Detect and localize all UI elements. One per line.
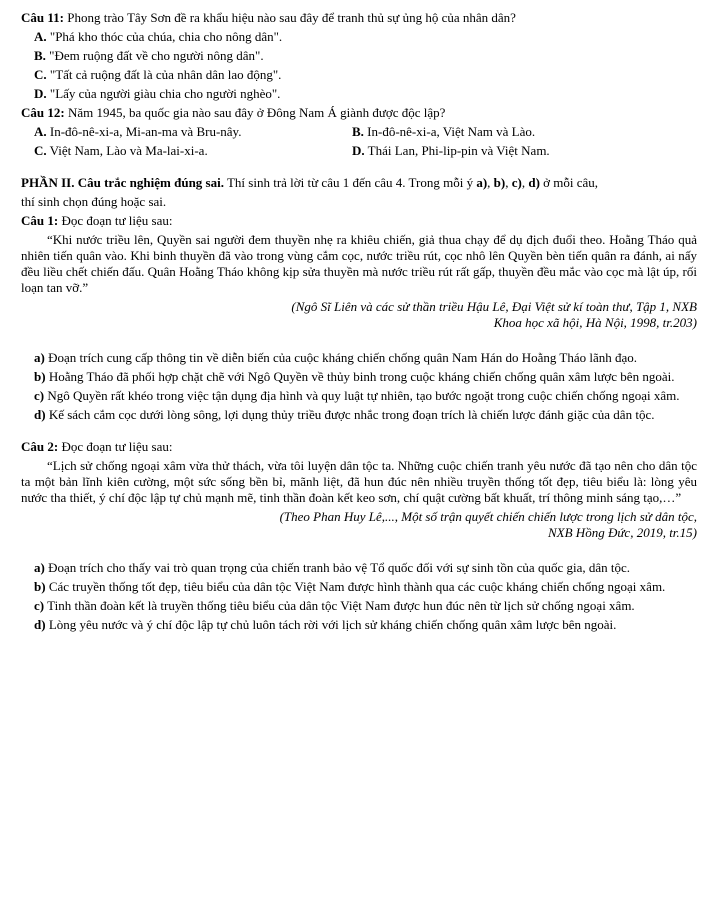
part-2-heading [21, 175, 697, 191]
statement-letter: c) [34, 598, 45, 613]
statement-text: Hoằng Tháo đã phối hợp chặt chẽ với Ngô Quyền về thủy binh trong cuộc kháng chiến chống quân xâm lược bên ngoài. [45, 369, 675, 384]
option-text: "Tất cả ruộng đất là của nhân dân lao động". [46, 67, 282, 82]
source-quote: “Lịch sử chống ngoại xâm vừa thử thách, vừa tôi luyện dân tộc ta. Những cuộc chiến tranh yêu nước đã tạo nên cho dân tộc ta một bản lĩnh kiên cường, một sức sống bền bỉ, mãnh liệt, đã hun đúc nên nhiều truyền thống tốt đẹp, tiêu biểu là: lòng yêu nước tha thiết, ý chí độc lập tự chủ mạnh mẽ, tinh thần đoàn kết keo sơn, chí quật cường bất khuất, trí thông minh sáng tạo,…” [21, 458, 697, 505]
question-text: Phong trào Tây Sơn đề ra khẩu hiệu nào sau đây để tranh thủ sự ủng hộ của nhân dân? [63, 10, 516, 25]
part-intro-line-2: thí sinh chọn đúng hoặc sai. [21, 194, 167, 209]
option-d [21, 86, 697, 102]
statement-text: Các truyền thống tốt đẹp, tiêu biểu của dân tộc Việt Nam được hình thành qua các cuộc kháng chiến chống ngoại xâm. [45, 579, 666, 594]
option-text: In-đô-nê-xi-a, Việt Nam và Lào. [363, 124, 536, 139]
option-b [352, 124, 670, 140]
statement-b [21, 579, 697, 595]
question-lead: Đọc đoạn tư liệu sau: [58, 213, 173, 228]
option-letter: C. [34, 143, 47, 158]
statement-letter: b) [34, 579, 46, 594]
statement-text: Lòng yêu nước và ý chí độc lập tự chủ luôn tách rời với lịch sử kháng chiến chống quân xâm lược bên ngoài. [45, 617, 617, 632]
statement-letter: c) [34, 388, 45, 403]
question-12 [21, 105, 697, 121]
statement-b [21, 369, 697, 385]
statement-letter: d) [34, 617, 46, 632]
source-citation-line-2: NXB Hồng Đức, 2019, tr.15) [548, 525, 697, 540]
source-citation-line-1: (Ngô Sĩ Liên và các sử thần triều Hậu Lê, Đại Việt sử kí toàn thư, Tập 1, NXB [291, 299, 697, 314]
option-a [34, 124, 352, 140]
question-number: Câu 12: [21, 105, 65, 120]
statement-text: Đoạn trích cung cấp thông tin về diễn biến của cuộc kháng chiến chống quân Nam Hán do Hoằng Tháo lãnh đạo. [44, 350, 638, 365]
option-text: Việt Nam, Lào và Ma-lai-xi-a. [46, 143, 208, 158]
part-intro-end: ở mỗi câu, [539, 175, 599, 190]
option-b [21, 48, 697, 64]
option-text: "Phá kho thóc của chúa, chia cho nông dân". [46, 29, 283, 44]
statement-text: Đoạn trích cho thấy vai trò quan trọng của chiến tranh bảo vệ Tổ quốc đối với sự sinh tồn của quốc gia, dân tộc. [44, 560, 631, 575]
question-2 [21, 439, 697, 455]
options-row-2 [21, 143, 697, 159]
statement-text: Ngô Quyền rất khéo trong việc tận dụng địa hình và quy luật tự nhiên, tạo bước ngoặt trong cuộc chiến chống ngoại xâm. [44, 388, 680, 403]
statement-text: Tinh thần đoàn kết là truyền thống tiêu biểu của dân tộc Việt Nam được hun đúc nên từ lịch sử chống ngoại xâm. [44, 598, 635, 613]
item-label-a: a) [476, 175, 488, 190]
option-text: In-đô-nê-xi-a, Mi-an-ma và Bru-nây. [46, 124, 242, 139]
exam-page [21, 10, 697, 633]
source-citation-line-2: Khoa học xã hội, Hà Nội, 1998, tr.203) [493, 315, 697, 330]
option-text: "Lấy của người giàu chia cho người nghèo". [46, 86, 281, 101]
statement-a [21, 350, 697, 366]
separator: , [487, 175, 494, 190]
statement-letter: a) [34, 350, 45, 365]
option-letter: A. [34, 124, 47, 139]
option-text: "Đem ruộng đất về cho người nông dân". [45, 48, 264, 63]
question-11 [21, 10, 697, 26]
item-label-d: d) [528, 175, 540, 190]
statement-letter: b) [34, 369, 46, 384]
statement-letter: a) [34, 560, 45, 575]
statement-d [21, 617, 697, 633]
separator: , [505, 175, 512, 190]
item-label-b: b) [493, 175, 506, 190]
option-d [352, 143, 670, 159]
option-letter: B. [352, 124, 364, 139]
question-number: Câu 1: [21, 213, 59, 228]
question-number: Câu 2: [21, 439, 59, 454]
source-quote: “Khi nước triều lên, Quyền sai người đem thuyền nhẹ ra khiêu chiến, giả thua chạy để dụ địch đuổi theo. Hoằng Tháo quả nhiên tiến quân vào. Khi binh thuyền đã vào trong vùng cắm cọc, nước triều rút, cọc nhô lên Quyền bèn tiến quân ra đánh, ai nấy đều liều chết chiến đấu. Quân Hoằng Tháo không kịp sửa thuyền mà nước triều rút rất gấp, thuyền đều mắc vào cọc mà lật úp, rối loạn tan vỡ.” [21, 232, 697, 295]
option-letter: D. [352, 143, 365, 158]
part-title: PHẦN II. Câu trắc nghiệm đúng sai. [21, 175, 224, 190]
separator: , [521, 175, 529, 190]
statement-letter: d) [34, 407, 46, 422]
option-c [34, 143, 352, 159]
option-a [21, 29, 697, 45]
statement-d [21, 407, 697, 423]
options-row-1 [21, 124, 697, 140]
source-citation-line-1: (Theo Phan Huy Lê,..., Một số trận quyết chiến chiến lược trong lịch sử dân tộc, [279, 509, 697, 524]
question-number: Câu 11: [21, 10, 64, 25]
option-text: Thái Lan, Phi-lip-pin và Việt Nam. [364, 143, 550, 158]
option-letter: A. [34, 29, 47, 44]
statement-a [21, 560, 697, 576]
question-lead: Đọc đoạn tư liệu sau: [58, 439, 173, 454]
statement-c [21, 388, 697, 404]
option-letter: C. [34, 67, 47, 82]
option-letter: B. [34, 48, 46, 63]
question-1 [21, 213, 697, 229]
question-text: Năm 1945, ba quốc gia nào sau đây ở Đông Nam Á giành được độc lập? [64, 105, 446, 120]
option-c [21, 67, 697, 83]
part-intro: Thí sinh trả lời từ câu 1 đến câu 4. Trong mỗi ý [223, 175, 477, 190]
statement-text: Kế sách cắm cọc dưới lòng sông, lợi dụng thủy triều được nhắc trong đoạn trích là chiến lược đánh giặc của dân tộc. [45, 407, 655, 422]
item-label-c: c) [511, 175, 522, 190]
option-letter: D. [34, 86, 47, 101]
statement-c [21, 598, 697, 614]
